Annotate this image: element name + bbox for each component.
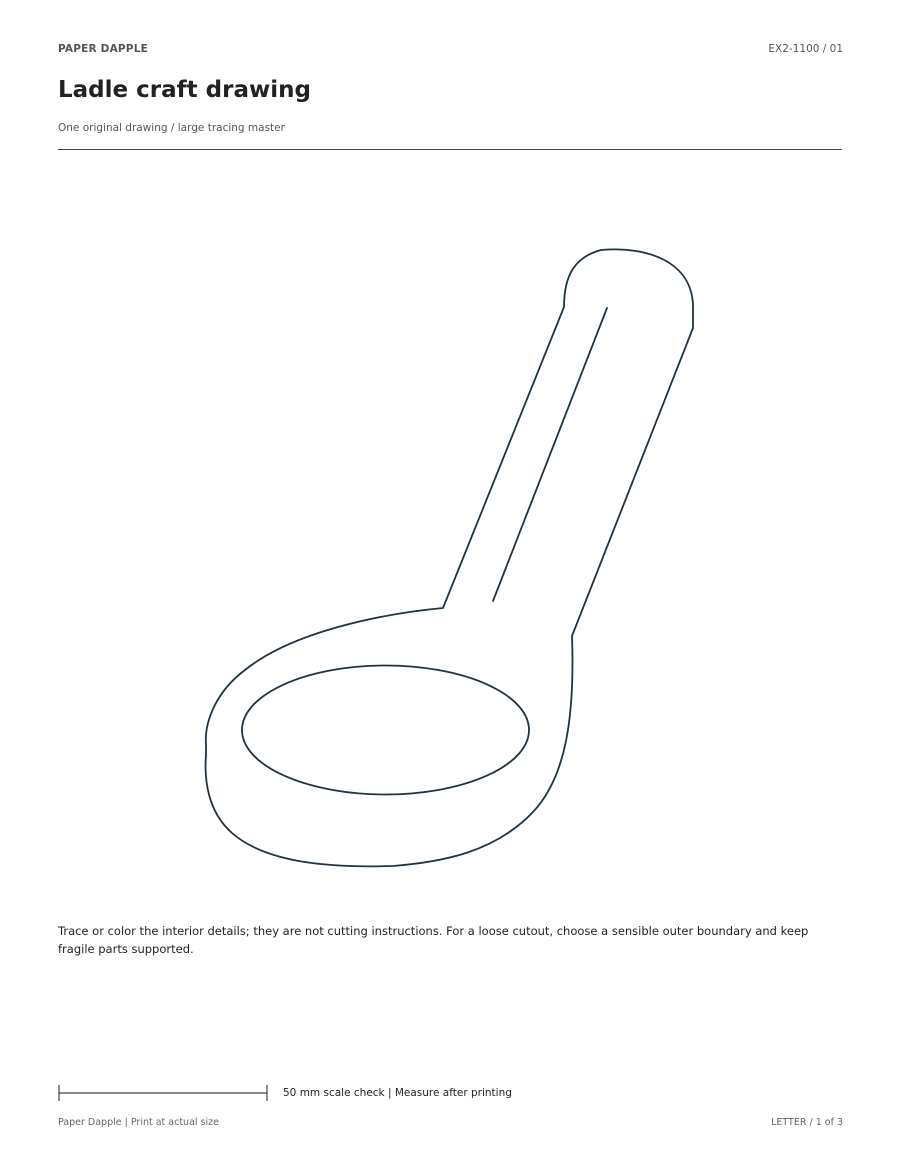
page-subtitle: One original drawing / large tracing master [58, 122, 285, 134]
document-code: EX2-1100 / 01 [768, 43, 843, 55]
footer-left: Paper Dapple | Print at actual size [58, 1117, 219, 1128]
footer-page-info: LETTER / 1 of 3 [771, 1117, 843, 1128]
page-title: Ladle craft drawing [58, 77, 311, 103]
ladle-bowl [242, 666, 529, 795]
instruction-note: Trace or color the interior details; they are not cutting instructions. For a loose cutout, choose a sensible outer boundary and keep fragile parts supported. [58, 924, 809, 956]
brand-name: PAPER DAPPLE [58, 43, 148, 55]
handle-groove [493, 308, 607, 601]
scale-bar [58, 1084, 268, 1102]
scale-label: 50 mm scale check | Measure after printing [283, 1087, 512, 1099]
